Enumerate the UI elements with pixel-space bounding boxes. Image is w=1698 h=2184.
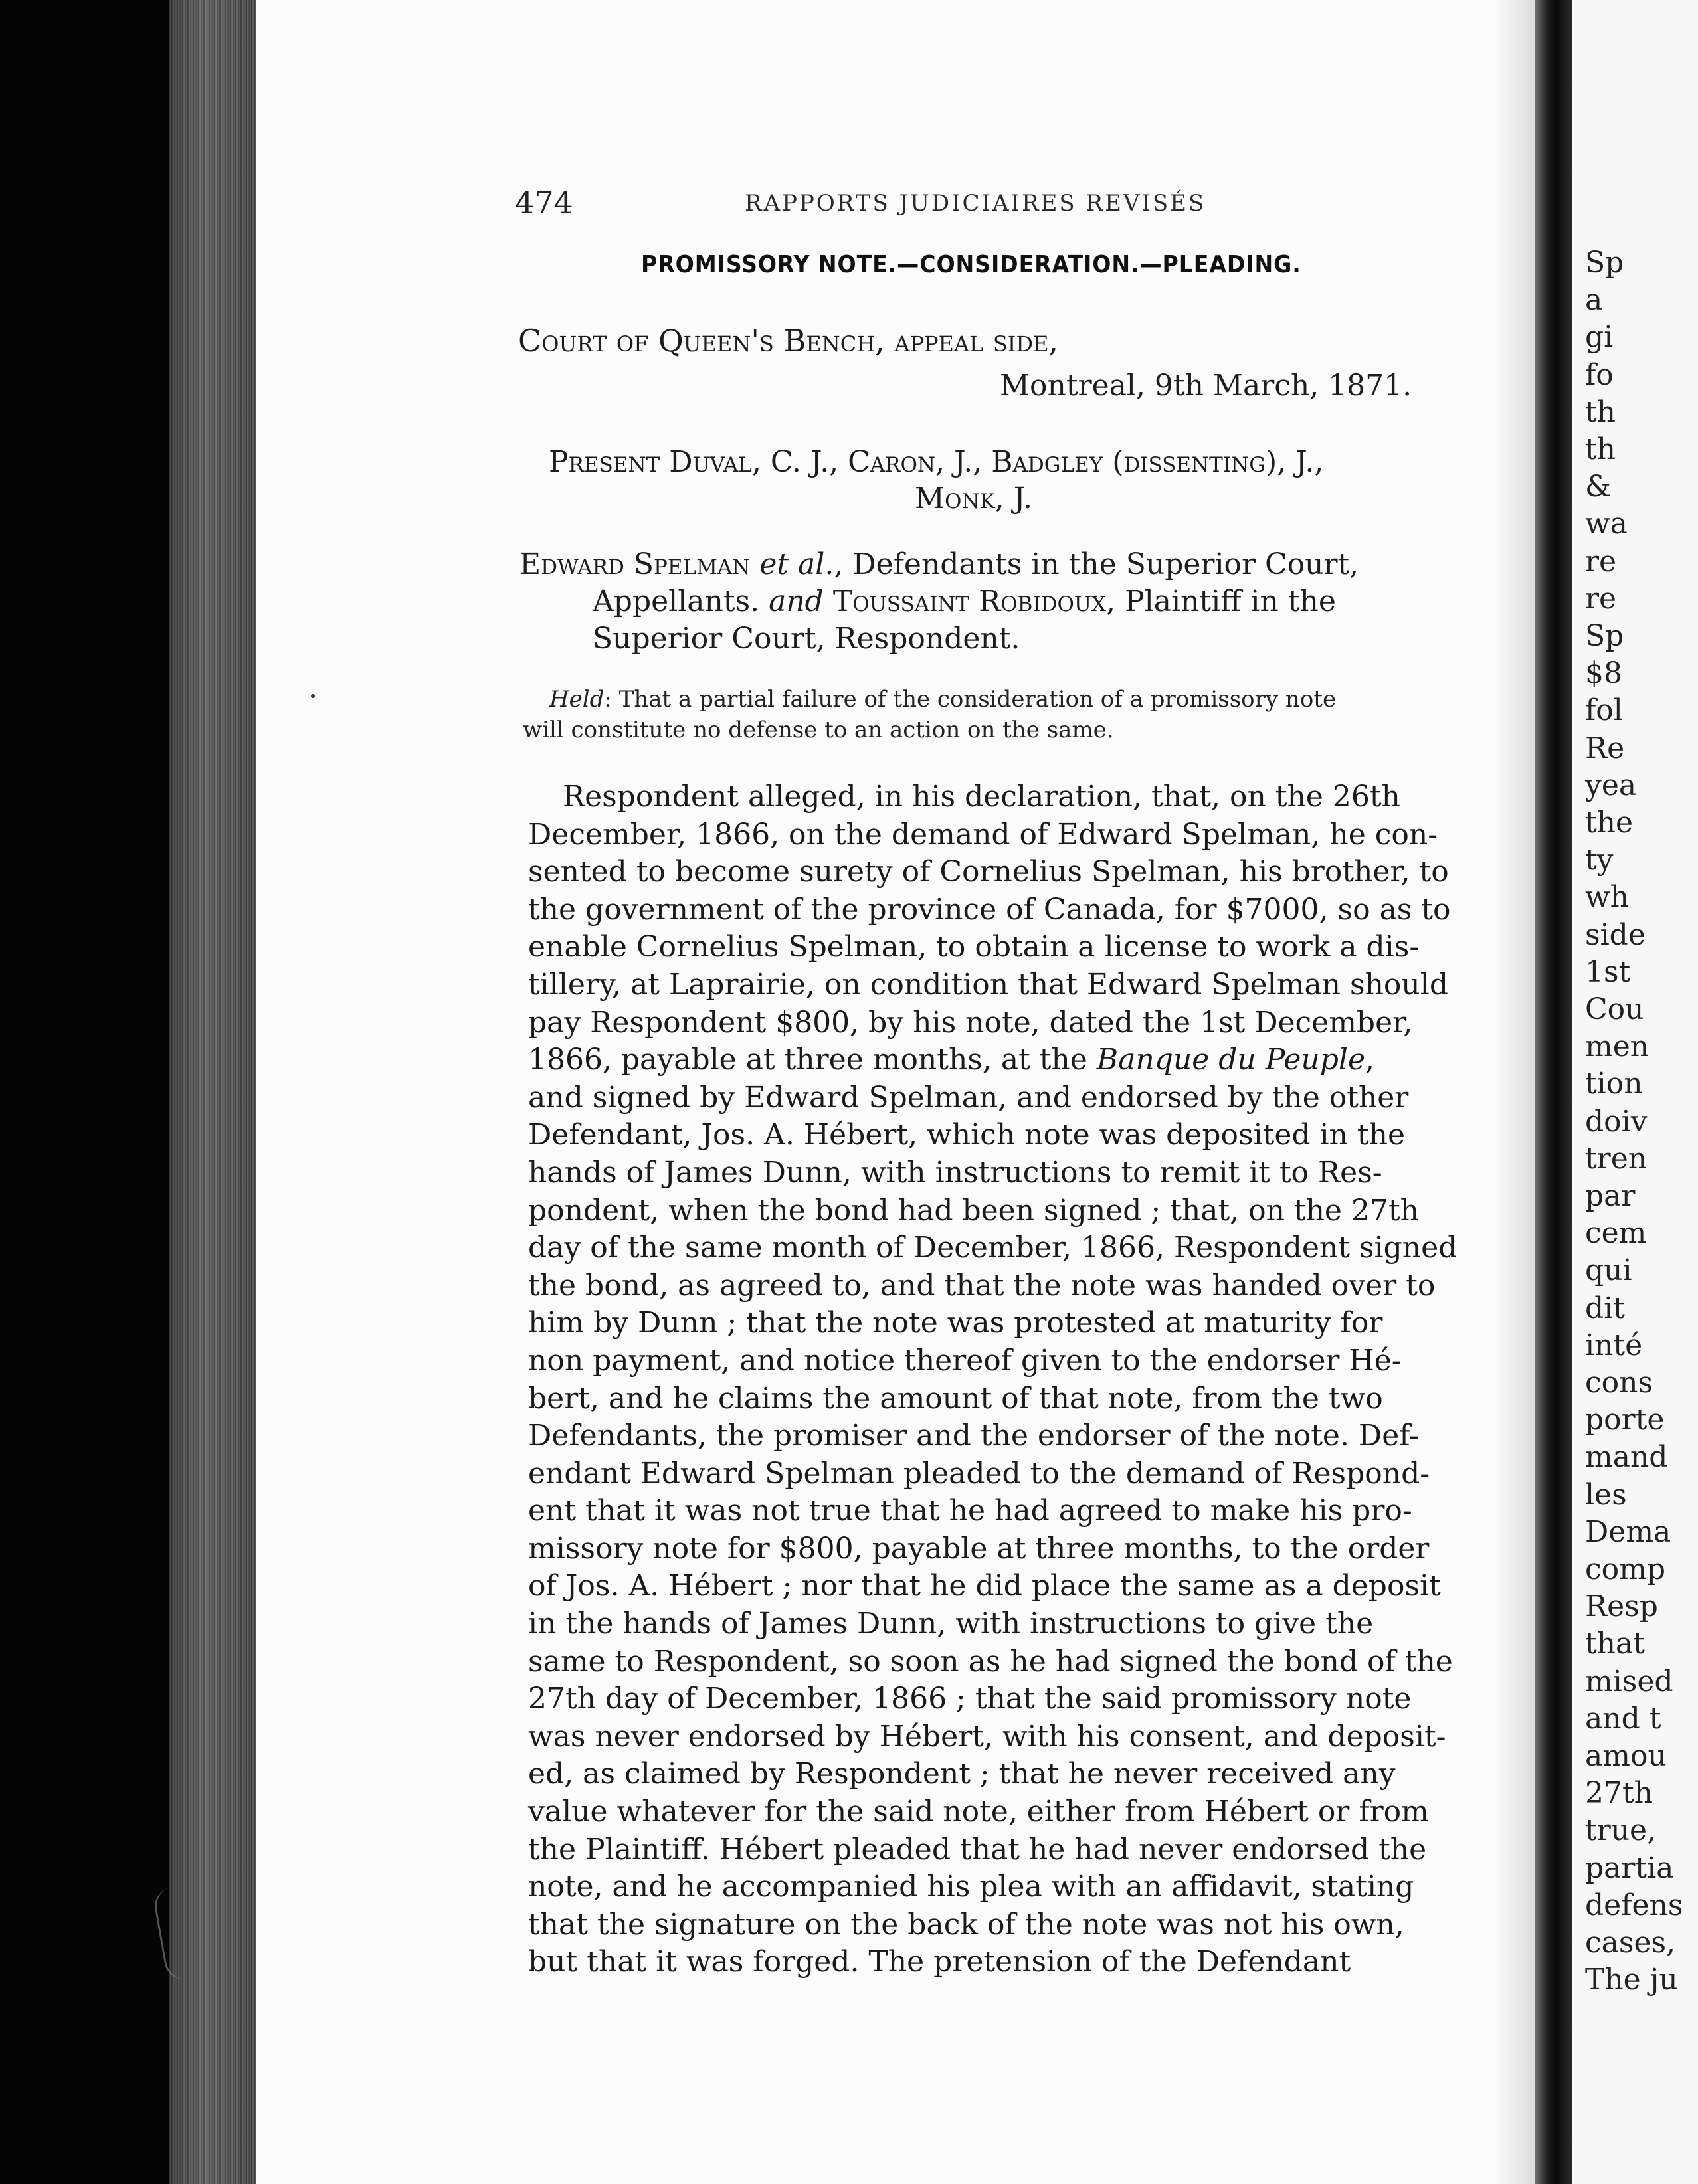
facing-page-fragment: Resp [1585, 1590, 1658, 1624]
facing-page-fragment: Sp [1585, 246, 1624, 280]
parties-line-2-rest: , Plaintiff in the [1106, 585, 1336, 618]
facing-page-fragment: $8 [1585, 656, 1622, 691]
facing-page-fragment: Re [1585, 731, 1625, 765]
facing-page-fragment: Cou [1585, 992, 1644, 1026]
facing-page-fragment: cons [1585, 1366, 1653, 1400]
facing-page-fragment: wa [1585, 507, 1628, 541]
body-line: tillery, at Laprairie, on condition that Edward Spelman should [528, 967, 1448, 1002]
body-line: missory note for $800, payable at three months, to the order [528, 1531, 1430, 1566]
facing-page-fragment: cases, [1585, 1926, 1676, 1959]
facing-page-fragment: mand [1585, 1440, 1668, 1475]
running-head: RAPPORTS JUDICIAIRES REVISÉS [745, 190, 1206, 217]
facing-page-fragment: cem [1585, 1216, 1647, 1251]
section-title: PROMISSORY NOTE.—CONSIDERATION.—PLEADING. [641, 251, 1301, 278]
facing-page-fragment: th [1585, 432, 1616, 466]
parties-line-1-rest: , Defendants in the Superior Court, [834, 547, 1359, 581]
facing-page-fragment: tion [1585, 1067, 1643, 1101]
body-line: Defendants, the promiser and the endorser of the note. Def- [528, 1419, 1419, 1453]
parties-line-3: Superior Court, Respondent. [593, 622, 1020, 656]
facing-page-fragment: comp [1585, 1552, 1666, 1586]
body-line: the Plaintiff. Hébert pleaded that he had never endorsed the [528, 1832, 1427, 1866]
body-line: enable Cornelius Spelman, to obtain a license to work a dis- [528, 930, 1420, 964]
body-line: value whatever for the said note, either from Hébert or from [528, 1795, 1429, 1829]
page-number: 474 [515, 185, 573, 221]
facing-page-fragment: defens [1585, 1888, 1683, 1922]
facing-page-fragment: wh [1585, 880, 1629, 915]
facing-page-fragment: true, [1585, 1813, 1657, 1848]
body-line: endant Edward Spelman pleaded to the demand of Respond- [528, 1456, 1430, 1491]
body-line: same to Respondent, so soon as he had signed the bond of the [528, 1644, 1453, 1679]
case-parties [519, 546, 1450, 658]
facing-page-fragment: doiv [1585, 1104, 1648, 1138]
decision-date: Montreal, 9th March, 1871. [1000, 369, 1412, 403]
facing-page-fragment: gi [1585, 320, 1614, 355]
body-line: note, and he accompanied his plea with an affidavit, stating [528, 1870, 1414, 1904]
facing-page-fragment: fol [1585, 693, 1623, 728]
page-header [515, 185, 1452, 225]
et-al: et al. [759, 547, 834, 581]
body-line: December, 1866, on the demand of Edward Spelman, he con- [528, 817, 1438, 852]
facing-page-fragment: amou [1585, 1739, 1667, 1773]
body-line: and signed by Edward Spelman, and endorsed by the other [528, 1080, 1409, 1115]
body-line: that the signature on the back of the note was not his own, [528, 1907, 1404, 1942]
margin-dot [311, 694, 315, 698]
appellants-label: Appellants. [593, 585, 760, 618]
body-line: non payment, and notice thereof given to the endorser Hé- [528, 1343, 1402, 1378]
page-stack-edges [169, 0, 256, 2184]
body-line: 27th day of December, 1866 ; that the said promissory note [528, 1682, 1412, 1716]
facing-page-fragment: porte [1585, 1403, 1665, 1437]
facing-page-fragment: yea [1585, 768, 1637, 802]
facing-page-fragment: side [1585, 917, 1646, 952]
facing-page-fragment: les [1585, 1477, 1627, 1512]
body-line: of Jos. A. Hébert ; nor that he did place the same as a deposit [528, 1569, 1441, 1603]
body-line: hands of James Dunn, with instructions to remit it to Res- [528, 1155, 1382, 1190]
body-paragraph [528, 778, 1458, 1981]
facing-page-fragment: inté [1585, 1328, 1643, 1362]
parties-line-1 [519, 546, 1450, 583]
facing-page-fragment: th [1585, 395, 1616, 429]
body-line: day of the same month of December, 1866, Respondent signed [528, 1231, 1458, 1265]
body-line: ent that it was not true that he had agreed to make his pro- [528, 1494, 1412, 1528]
body-line: in the hands of James Dunn, with instructions to give the [528, 1607, 1374, 1641]
body-line: sented to become surety of Cornelius Spelman, his brother, to [528, 855, 1449, 889]
body-line: Respondent alleged, in his declaration, that, on the 26th [563, 780, 1400, 814]
body-line: him by Dunn ; that the note was protested at maturity for [528, 1306, 1383, 1340]
facing-page-fragment: that [1585, 1627, 1645, 1661]
facing-page-fragment: mised [1585, 1664, 1673, 1698]
facing-page-fragment: partia [1585, 1851, 1674, 1885]
parties-line-2 [519, 583, 1450, 620]
judges-line-2: Monk, J. [915, 482, 1032, 515]
court-name: Court of Queen's Bench, appeal side, [518, 323, 1059, 359]
headnote-line-2: will constitute no defense to an action on the same. [523, 717, 1114, 743]
facing-page-fragment: the [1585, 806, 1634, 840]
facing-page-fragment: Sp [1585, 619, 1624, 653]
facing-page-fragment: 27th [1585, 1776, 1653, 1811]
facing-page-fragment: par [1585, 1179, 1636, 1213]
facing-page-fragment: re [1585, 544, 1617, 579]
facing-page-fragment: fo [1585, 357, 1614, 392]
body-line: the government of the province of Canada, for $7000, so as to [528, 892, 1451, 927]
bank-name: Banque du Peuple [1096, 1043, 1366, 1077]
judges-line-1: Present Duval, C. J., Caron, J., Badgley (dissenting), J., [549, 445, 1324, 479]
body-line: pondent, when the bond had been signed ; that, on the 27th [528, 1193, 1419, 1228]
facing-page-fragment: qui [1585, 1253, 1632, 1288]
body-line-part: , [1365, 1043, 1375, 1077]
respondent-name: Toussaint Robidoux [832, 585, 1107, 618]
headnote [523, 684, 1453, 745]
appellant-name: Edward Spelman [519, 547, 751, 581]
facing-page [1572, 0, 1698, 2184]
book-gutter [1535, 0, 1572, 2184]
body-line: pay Respondent $800, by his note, dated the 1st December, [528, 1005, 1413, 1040]
and-word: and [769, 585, 824, 618]
body-line: bert, and he claims the amount of that note, from the two [528, 1381, 1383, 1415]
facing-page-fragment: tren [1585, 1141, 1648, 1176]
body-line: ed, as claimed by Respondent ; that he never received any [528, 1757, 1396, 1791]
body-line: was never endorsed by Hébert, with his consent, and deposit- [528, 1719, 1446, 1754]
scan-background [0, 0, 169, 2184]
held-text-1: : That a partial failure of the consideration of a promissory note [604, 686, 1337, 713]
facing-page-fragment: Dema [1585, 1514, 1671, 1549]
body-line: but that it was forged. The pretension of the Defendant [528, 1945, 1351, 1979]
facing-page-fragment: & [1585, 470, 1612, 504]
body-line: the bond, as agreed to, and that the note was handed over to [528, 1268, 1436, 1303]
facing-page-fragment: and t [1585, 1701, 1661, 1736]
facing-page-fragment: men [1585, 1030, 1650, 1064]
held-label: Held [549, 686, 605, 713]
facing-page-fragment: The ju [1585, 1963, 1678, 1997]
facing-page-fragment: a [1585, 283, 1603, 318]
facing-page-fragment: 1st [1585, 955, 1631, 989]
headnote-line-1 [523, 684, 1453, 715]
body-line-part: 1866, payable at three months, at the [528, 1043, 1097, 1077]
facing-page-fragment: dit [1585, 1291, 1625, 1325]
body-line: Defendant, Jos. A. Hébert, which note was deposited in the [528, 1118, 1405, 1152]
facing-page-fragment: re [1585, 581, 1617, 616]
body-line [528, 1042, 1458, 1079]
facing-page-fragment: ty [1585, 843, 1614, 877]
